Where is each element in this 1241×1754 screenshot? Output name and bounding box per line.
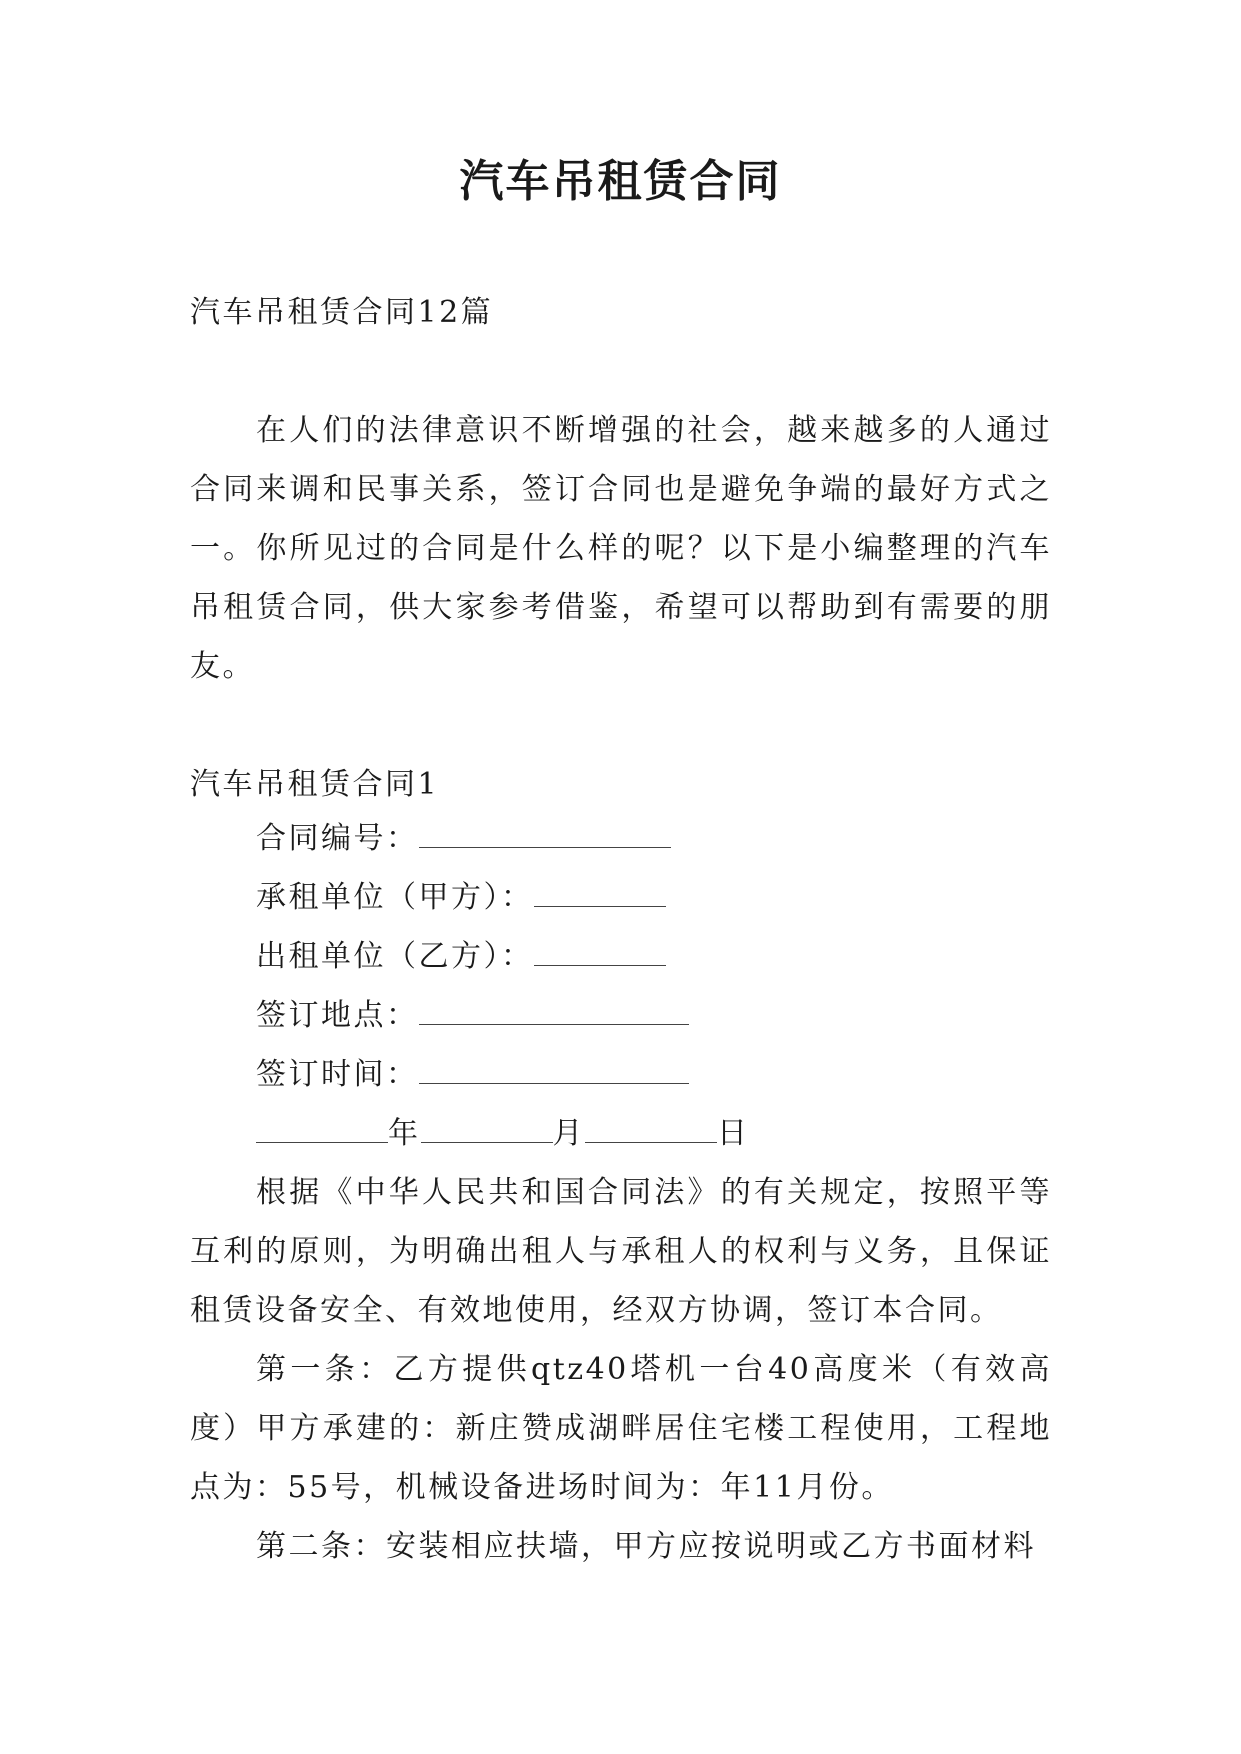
year-label: 年 [388,1116,421,1151]
intro-paragraph: 在人们的法律意识不断增强的社会，越来越多的人通过合同来调和民事关系，签订合同也是避免争端的最好方式之一。你所见过的合同是什么样的呢？以下是小编整理的汽车吊租赁合同，供大家参考借鉴，希望可以帮助到有需要的朋友。 [190,413,1052,684]
clause-article-2: 第二条：安装相应扶墙，甲方应按说明或乙方书面材料 [256,1529,1036,1564]
month-blank[interactable] [421,1104,553,1143]
year-blank[interactable] [256,1104,388,1143]
lessor-field [190,927,1052,986]
sign-time-blank[interactable] [419,1045,689,1084]
lessee-field [190,868,1052,927]
day-label: 日 [717,1116,750,1151]
document-title: 汽车吊租赁合同 [459,156,782,207]
document-subtitle: 汽车吊租赁合同12篇 [190,295,494,330]
sign-place-label: 签订地点： [256,998,419,1033]
contract-number-field [190,809,1052,868]
date-line [190,1104,1052,1163]
sign-place-blank[interactable] [419,986,689,1025]
lessee-label: 承租单位（甲方）： [256,880,534,915]
contract-number-blank[interactable] [419,809,671,848]
sign-place-field [190,986,1052,1045]
sign-time-label: 签订时间： [256,1057,419,1092]
lessor-blank[interactable] [534,927,666,966]
day-blank[interactable] [585,1104,717,1143]
sign-time-field [190,1045,1052,1104]
document-body [190,283,1052,1576]
lessee-blank[interactable] [534,868,666,907]
lessor-label: 出租单位（乙方）： [256,939,534,974]
clause-article-1: 第一条：乙方提供qtz40塔机一台40高度米（有效高度）甲方承建的：新庄赞成湖畔居住宅楼工程使用，工程地点为：55号，机械设备进场时间为：年11月份。 [190,1352,1052,1505]
contract-number-label: 合同编号： [256,821,419,856]
section-heading: 汽车吊租赁合同1 [190,767,440,802]
clause-preamble: 根据《中华人民共和国合同法》的有关规定，按照平等互利的原则，为明确出租人与承租人的权利与义务，且保证租赁设备安全、有效地使用，经双方协调，签订本合同。 [190,1175,1052,1328]
month-label: 月 [552,1116,585,1151]
